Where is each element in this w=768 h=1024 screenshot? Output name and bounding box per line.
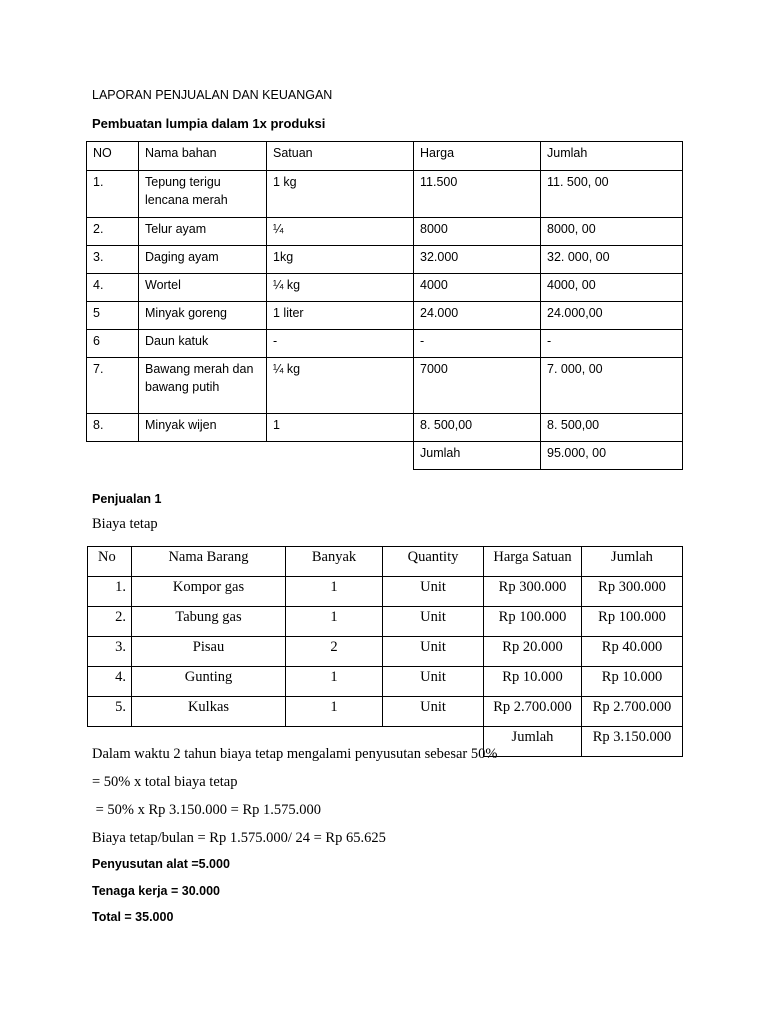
cell-price: -: [414, 330, 541, 358]
cell-no: 5: [87, 302, 139, 330]
cell-no: 4.: [87, 274, 139, 302]
cell-price: Rp 300.000: [484, 577, 582, 607]
column-header-price: Harga: [414, 142, 541, 171]
empty-cell: [139, 442, 267, 470]
table-row: [87, 330, 683, 358]
cell-no: 2.: [87, 218, 139, 246]
cell-name: Minyak wijen: [139, 414, 267, 442]
cell-unit: 1kg: [267, 246, 414, 274]
cell-amount: Rp 10.000: [582, 667, 683, 697]
empty-cell: [87, 442, 139, 470]
cell-price: Rp 2.700.000: [484, 697, 582, 727]
document-title: LAPORAN PENJUALAN DAN KEUANGAN: [92, 88, 333, 102]
cell-unit: -: [267, 330, 414, 358]
cell-price: Rp 100.000: [484, 607, 582, 637]
cell-amount: Rp 100.000: [582, 607, 683, 637]
table-row: [87, 246, 683, 274]
column-header-amount: Jumlah: [541, 142, 683, 171]
total-value: Rp 3.150.000: [582, 727, 683, 757]
fixed-cost-table: [87, 546, 683, 757]
table-row: [87, 274, 683, 302]
total-label: Jumlah: [484, 727, 582, 757]
column-header-no: NO: [87, 142, 139, 171]
cell-qty: 2: [286, 637, 383, 667]
cell-name: Telur ayam: [139, 218, 267, 246]
table-row: [87, 218, 683, 246]
table-row: [87, 414, 683, 442]
cell-amount: 8. 500,00: [541, 414, 683, 442]
cell-no: 6: [87, 330, 139, 358]
cell-amount: 4000, 00: [541, 274, 683, 302]
cell-no: 1.: [88, 577, 132, 607]
column-header-amount: Jumlah: [582, 547, 683, 577]
cell-unit: Unit: [383, 637, 484, 667]
cell-amount: Rp 300.000: [582, 577, 683, 607]
table-total-row: [87, 442, 683, 470]
table-header-row: [88, 547, 683, 577]
cell-name: Tepung terigu lencana merah: [139, 171, 267, 218]
cell-unit: ¼ kg: [267, 274, 414, 302]
cell-price: 8000: [414, 218, 541, 246]
empty-cell: [267, 442, 414, 470]
table-row: [88, 577, 683, 607]
cell-amount: 11. 500, 00: [541, 171, 683, 218]
column-header-unit: Satuan: [267, 142, 414, 171]
cell-unit: 1 liter: [267, 302, 414, 330]
cell-price: 8. 500,00: [414, 414, 541, 442]
cell-price: 7000: [414, 358, 541, 414]
fixed-cost-heading: Biaya tetap: [92, 516, 158, 532]
cell-unit: Unit: [383, 697, 484, 727]
cell-no: 3.: [88, 637, 132, 667]
cell-unit: Unit: [383, 667, 484, 697]
cell-name: Kompor gas: [132, 577, 286, 607]
depreciation-result: = 50% x Rp 3.150.000 = Rp 1.575.000: [92, 802, 322, 818]
table-row: [87, 358, 683, 414]
cell-qty: 1: [286, 577, 383, 607]
total-label: Jumlah: [414, 442, 541, 470]
cell-price: Rp 20.000: [484, 637, 582, 667]
document-subtitle: Pembuatan lumpia dalam 1x produksi: [92, 116, 326, 131]
cell-name: Wortel: [139, 274, 267, 302]
cell-amount: 8000, 00: [541, 218, 683, 246]
table-row: [87, 171, 683, 218]
cell-no: 3.: [87, 246, 139, 274]
cell-name: Bawang merah dan bawang putih: [139, 358, 267, 414]
sales-heading: Penjualan 1: [92, 492, 162, 506]
cell-name: Daging ayam: [139, 246, 267, 274]
table-row: [88, 697, 683, 727]
column-header-name: Nama bahan: [139, 142, 267, 171]
cell-qty: 1: [286, 697, 383, 727]
cell-amount: 32. 000, 00: [541, 246, 683, 274]
cell-name: Daun katuk: [139, 330, 267, 358]
cell-amount: -: [541, 330, 683, 358]
depreciation-formula: = 50% x total biaya tetap: [92, 774, 238, 790]
column-header-quantity: Quantity: [383, 547, 484, 577]
total-cost: Total = 35.000: [92, 910, 174, 924]
cell-no: 5.: [88, 697, 132, 727]
cell-price: 24.000: [414, 302, 541, 330]
cell-no: 4.: [88, 667, 132, 697]
column-header-no: No: [88, 547, 132, 577]
cell-unit: Unit: [383, 577, 484, 607]
cell-price: 32.000: [414, 246, 541, 274]
cell-no: 2.: [88, 607, 132, 637]
cell-price: 4000: [414, 274, 541, 302]
cell-name: Kulkas: [132, 697, 286, 727]
table-row: [87, 302, 683, 330]
column-header-qty: Banyak: [286, 547, 383, 577]
column-header-name: Nama Barang: [132, 547, 286, 577]
table-row: [88, 667, 683, 697]
cell-no: 8.: [87, 414, 139, 442]
cell-unit: ¼ kg: [267, 358, 414, 414]
cell-qty: 1: [286, 667, 383, 697]
cell-qty: 1: [286, 607, 383, 637]
equipment-depreciation: Penyusutan alat =5.000: [92, 857, 230, 871]
cell-no: 1.: [87, 171, 139, 218]
cell-price: Rp 10.000: [484, 667, 582, 697]
cell-amount: Rp 2.700.000: [582, 697, 683, 727]
monthly-fixed-cost: Biaya tetap/bulan = Rp 1.575.000/ 24 = Rp 65.625: [92, 830, 386, 846]
total-value: 95.000, 00: [541, 442, 683, 470]
cell-name: Tabung gas: [132, 607, 286, 637]
table-row: [88, 607, 683, 637]
cell-unit: 1 kg: [267, 171, 414, 218]
depreciation-statement: Dalam waktu 2 tahun biaya tetap mengalami penyusutan sebesar 50%: [92, 746, 498, 762]
column-header-unit-price: Harga Satuan: [484, 547, 582, 577]
cell-unit: 1: [267, 414, 414, 442]
cell-price: 11.500: [414, 171, 541, 218]
labor-cost: Tenaga kerja = 30.000: [92, 884, 220, 898]
cell-name: Minyak goreng: [139, 302, 267, 330]
cell-amount: Rp 40.000: [582, 637, 683, 667]
table-header-row: [87, 142, 683, 171]
ingredients-table: [86, 141, 683, 470]
cell-amount: 24.000,00: [541, 302, 683, 330]
cell-name: Pisau: [132, 637, 286, 667]
cell-unit: ¼: [267, 218, 414, 246]
cell-no: 7.: [87, 358, 139, 414]
cell-amount: 7. 000, 00: [541, 358, 683, 414]
cell-unit: Unit: [383, 607, 484, 637]
table-row: [88, 637, 683, 667]
cell-name: Gunting: [132, 667, 286, 697]
